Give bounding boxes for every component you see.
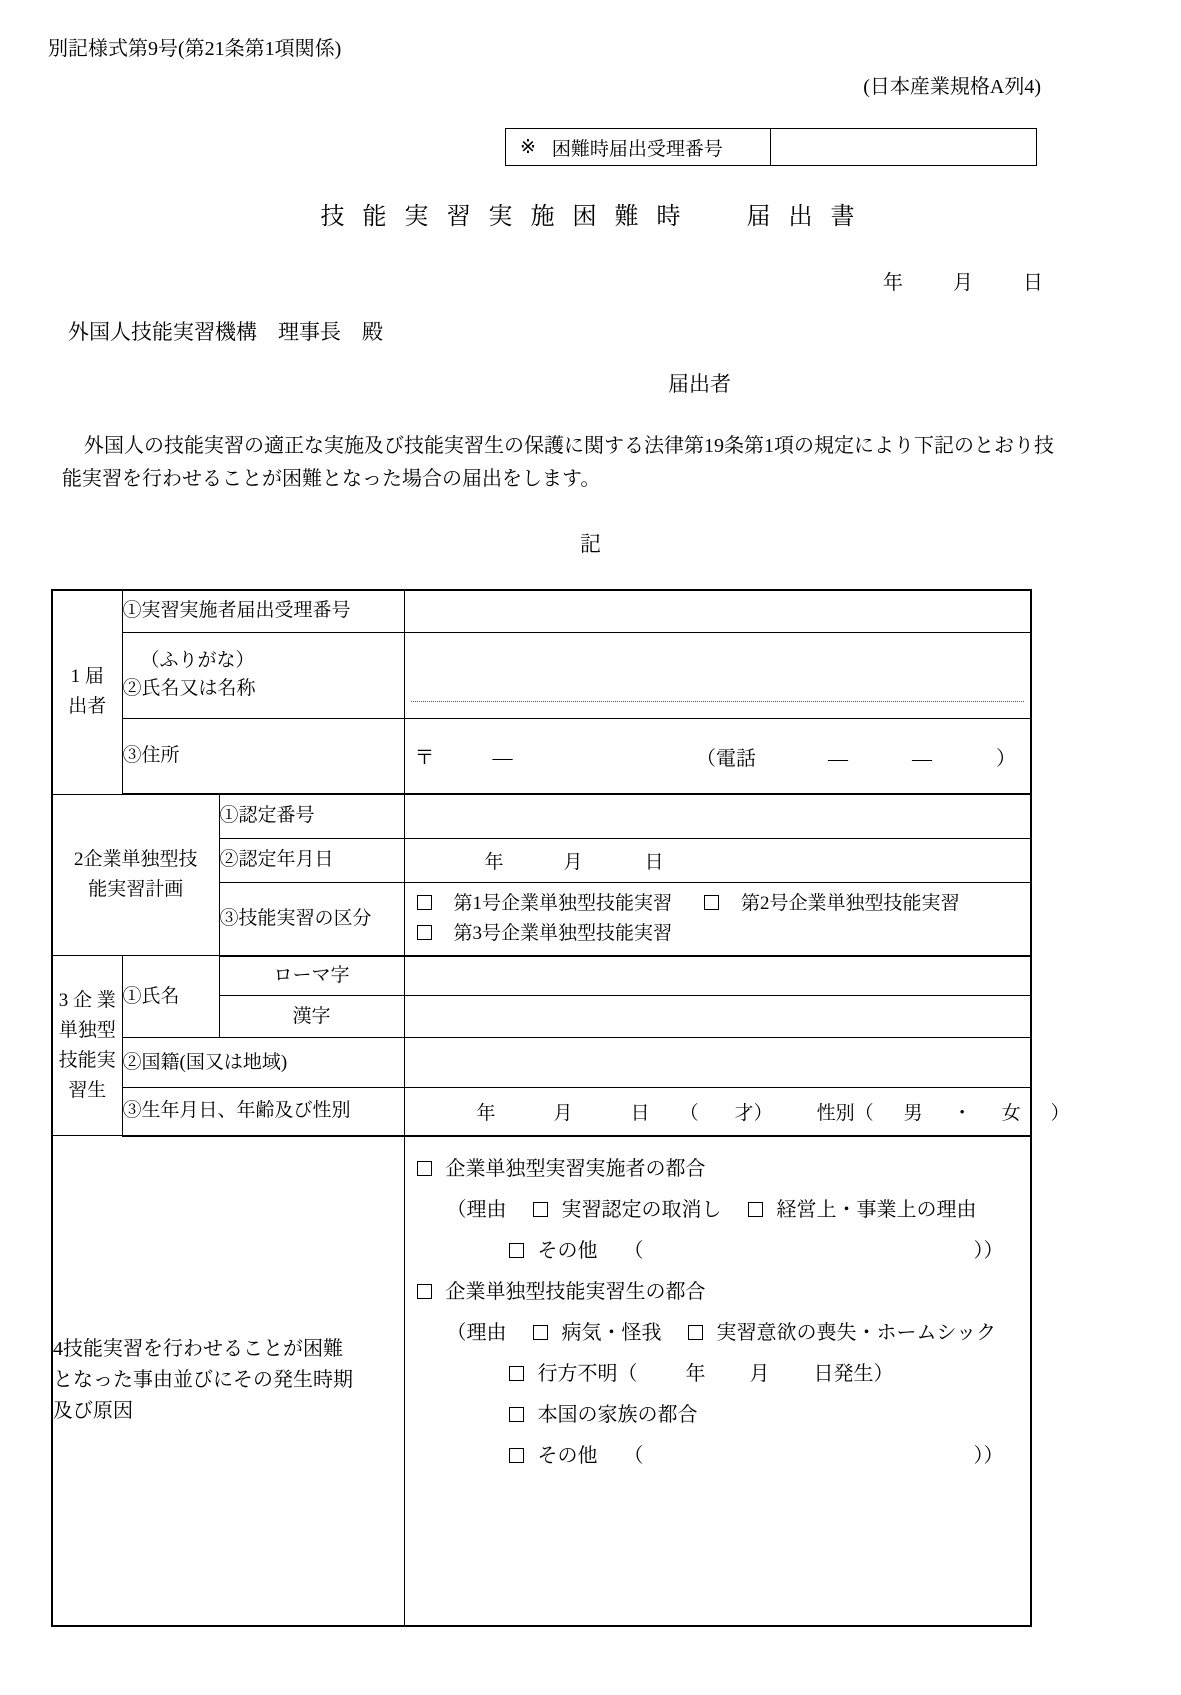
reason-employer-detail-row-2 bbox=[417, 1231, 1017, 1272]
plan-approval-date-label: ②認定年月日 bbox=[219, 838, 404, 882]
addressee: 外国人技能実習機構 理事長 殿 bbox=[68, 320, 383, 344]
training-category-option-1[interactable]: 第1号企業単独型技能実習 bbox=[453, 892, 673, 914]
postal-mark-icon: 〒 bbox=[414, 747, 435, 770]
section2-label-line-2: 能実習計画 bbox=[88, 879, 184, 900]
checkbox-icon-category-3[interactable] bbox=[417, 925, 432, 940]
section4-label-line-3: 及び原因 bbox=[53, 1400, 133, 1422]
training-category-option-2[interactable]: 第2号企業単独型技能実習 bbox=[741, 892, 960, 914]
section1-label-line-1: 1 届 bbox=[70, 666, 104, 688]
approval-year-label: 年 bbox=[484, 851, 504, 873]
name-or-title-label: ②氏名又は名称 bbox=[122, 678, 256, 699]
missing-day-label: 日発生） bbox=[813, 1362, 894, 1385]
age-unit-label: 才） bbox=[734, 1102, 773, 1124]
telephone-line bbox=[696, 742, 1016, 771]
telephone-open: （電話 bbox=[696, 748, 757, 771]
trainee-missing-label[interactable]: 行方不明（ bbox=[537, 1362, 638, 1385]
table-row bbox=[52, 590, 1031, 632]
trainee-reason-2[interactable]: 実習意欲の喪失・ホームシック bbox=[716, 1321, 997, 1344]
birth-day-label: 日 bbox=[630, 1102, 650, 1124]
gender-male-option[interactable]: 男 bbox=[903, 1102, 923, 1124]
employer-other-close-paren: ）） bbox=[973, 1239, 1004, 1262]
paper-size-note: (日本産業規格A列4) bbox=[863, 76, 1041, 98]
section4-label bbox=[52, 1136, 404, 1626]
reason-employer-row bbox=[417, 1149, 1017, 1190]
furigana-label: （ふりがな） bbox=[140, 650, 255, 671]
receipt-number-field[interactable] bbox=[771, 129, 1036, 165]
birth-month-label: 月 bbox=[553, 1102, 573, 1124]
training-category-options bbox=[404, 882, 1031, 956]
notifier-address-field[interactable] bbox=[404, 718, 1031, 794]
approval-day-label: 日 bbox=[644, 851, 664, 873]
section3-label-line-3: 技能実 bbox=[58, 1049, 116, 1071]
employer-reason-2[interactable]: 経営上・事業上の理由 bbox=[776, 1198, 977, 1221]
section3-label-line-4: 習生 bbox=[68, 1079, 107, 1101]
section3-label-line-1: 3 企 業 bbox=[58, 989, 116, 1011]
section1-label-line-2: 出者 bbox=[68, 696, 107, 718]
notifier-address-label: ③住所 bbox=[122, 718, 404, 794]
training-category-label: ③技能実習の区分 bbox=[219, 882, 404, 956]
gender-label: 性別（ bbox=[816, 1102, 874, 1124]
telephone-dash-1: ― bbox=[828, 748, 849, 771]
checkbox-icon-employer-other[interactable] bbox=[509, 1243, 524, 1258]
receipt-number-label bbox=[506, 129, 771, 165]
training-category-row-2 bbox=[417, 919, 1021, 949]
checkbox-icon-trainee-other[interactable] bbox=[509, 1448, 524, 1463]
trainee-nationality-field[interactable] bbox=[404, 1038, 1031, 1088]
page-title: 技 能 実 習 実 施 困 難 時 届 出 書 bbox=[320, 204, 861, 230]
trainee-nationality-label: ②国籍(国又は地域) bbox=[122, 1038, 404, 1088]
postal-dash: ― bbox=[492, 747, 513, 770]
trainee-name-kanji-field[interactable] bbox=[404, 996, 1031, 1038]
gender-separator: ・ bbox=[952, 1102, 972, 1124]
form-number: 別記様式第9号(第21条第1項関係) bbox=[48, 38, 342, 60]
employer-reason-open-paren: （理由 bbox=[446, 1198, 507, 1221]
trainee-reason-1[interactable]: 病気・怪我 bbox=[561, 1321, 662, 1344]
trainee-family-label[interactable]: 本国の家族の都合 bbox=[537, 1403, 698, 1426]
table-row bbox=[52, 956, 1031, 996]
section2-group-label bbox=[52, 794, 219, 956]
checkbox-icon-category-1[interactable] bbox=[417, 895, 432, 910]
employer-other-open-paren: （ bbox=[623, 1239, 644, 1262]
table-row bbox=[52, 794, 1031, 838]
trainee-name-romaji-label: ローマ字 bbox=[219, 956, 404, 996]
employer-reason-1[interactable]: 実習認定の取消し bbox=[561, 1198, 722, 1221]
checkbox-icon-homesick[interactable] bbox=[688, 1325, 703, 1340]
checkbox-icon-illness[interactable] bbox=[533, 1325, 548, 1340]
plan-approval-number-label: ①認定番号 bbox=[219, 794, 404, 838]
plan-approval-date-field[interactable] bbox=[404, 838, 1031, 882]
table-row bbox=[52, 1136, 1031, 1626]
submitter-label: 届出者 bbox=[668, 372, 731, 396]
checkbox-icon-family[interactable] bbox=[509, 1407, 524, 1422]
approval-month-label: 月 bbox=[563, 851, 583, 873]
trainee-name-romaji-field[interactable] bbox=[404, 956, 1031, 996]
reason-trainee-detail-row-1 bbox=[417, 1313, 1017, 1354]
checkbox-icon-trainee[interactable] bbox=[417, 1284, 432, 1299]
training-category-option-3[interactable]: 第3号企業単独型技能実習 bbox=[453, 922, 673, 944]
reason-trainee-label[interactable]: 企業単独型技能実習生の都合 bbox=[445, 1280, 706, 1303]
missing-month-label: 月 bbox=[749, 1362, 770, 1385]
telephone-close: ） bbox=[996, 748, 1017, 771]
furigana-dotted-line bbox=[411, 701, 1025, 702]
missing-year-label: 年 bbox=[685, 1362, 706, 1385]
checkbox-icon-business-reason[interactable] bbox=[748, 1202, 763, 1217]
reason-employer-label[interactable]: 企業単独型実習実施者の都合 bbox=[445, 1157, 706, 1180]
section4-label-line-1: 4技能実習を行わせることが困難 bbox=[53, 1338, 343, 1360]
ki-marker: 記 bbox=[580, 532, 601, 556]
table-row bbox=[52, 718, 1031, 794]
date-day-label: 日 bbox=[1023, 272, 1043, 294]
trainee-other-label[interactable]: その他 bbox=[537, 1444, 598, 1467]
checkbox-icon-category-2[interactable] bbox=[704, 895, 719, 910]
reason-trainee-row bbox=[417, 1272, 1017, 1313]
reason-trainee-detail-row-3 bbox=[417, 1395, 1017, 1436]
notifier-name-field[interactable] bbox=[404, 632, 1031, 718]
receipt-number-label-text: 困難時届出受理番号 bbox=[551, 138, 723, 160]
section1-group-label bbox=[52, 590, 122, 794]
section2-label-line-1: 2企業単独型技 bbox=[73, 849, 198, 870]
notifier-name-label bbox=[122, 632, 404, 718]
section3-group-label bbox=[52, 956, 122, 1136]
telephone-dash-2: ― bbox=[912, 748, 933, 771]
trainee-birth-field[interactable] bbox=[404, 1088, 1070, 1136]
reason-trainee-detail-row-2 bbox=[417, 1354, 1017, 1395]
table-row bbox=[52, 632, 1031, 718]
table-row bbox=[52, 1088, 1031, 1136]
section4-label-line-2: となった事由並びにその発生時期 bbox=[53, 1369, 353, 1391]
plan-approval-number-field[interactable] bbox=[404, 794, 1031, 838]
trainee-name-kanji-label: 漢字 bbox=[219, 996, 404, 1038]
trainee-other-close-paren: ）） bbox=[973, 1444, 1004, 1467]
gender-close-paren: ） bbox=[1050, 1102, 1070, 1124]
form-table bbox=[51, 589, 1070, 1627]
notifier-receipt-number-field[interactable] bbox=[404, 590, 1031, 632]
checkbox-icon-missing[interactable] bbox=[509, 1366, 524, 1381]
receipt-number-box bbox=[505, 128, 1037, 166]
reference-mark-icon: ※ bbox=[520, 136, 536, 158]
date-year-label: 年 bbox=[883, 272, 903, 294]
gender-female-option[interactable]: 女 bbox=[1001, 1102, 1021, 1124]
submission-date bbox=[883, 266, 1043, 295]
reason-trainee-detail-row-4 bbox=[417, 1436, 1017, 1477]
trainee-name-label: ①氏名 bbox=[122, 956, 219, 1038]
legal-statement: 外国人の技能実習の適正な実施及び技能実習生の保護に関する法律第19条第1項の規定により下記のとおり技能実習を行わせることが困難となった場合の届出をします。 bbox=[62, 435, 1054, 490]
notifier-receipt-number-label: ①実習実施者届出受理番号 bbox=[122, 590, 404, 632]
trainee-other-open-paren: （ bbox=[623, 1444, 644, 1467]
training-category-row-1 bbox=[417, 889, 1021, 919]
date-month-label: 月 bbox=[953, 272, 973, 294]
trainee-reason-open-paren: （理由 bbox=[446, 1321, 507, 1344]
section4-options bbox=[404, 1136, 1031, 1626]
table-row bbox=[52, 1038, 1031, 1088]
reason-employer-detail-row-1 bbox=[417, 1190, 1017, 1231]
checkbox-icon-employer[interactable] bbox=[417, 1161, 432, 1176]
birth-year-label: 年 bbox=[476, 1102, 496, 1124]
employer-other-label[interactable]: その他 bbox=[537, 1239, 598, 1262]
age-open-paren: （ bbox=[679, 1102, 699, 1124]
checkbox-icon-revocation[interactable] bbox=[533, 1202, 548, 1217]
trainee-birth-label: ③生年月日、年齢及び性別 bbox=[122, 1088, 404, 1136]
section3-label-line-2: 単独型 bbox=[58, 1019, 116, 1041]
